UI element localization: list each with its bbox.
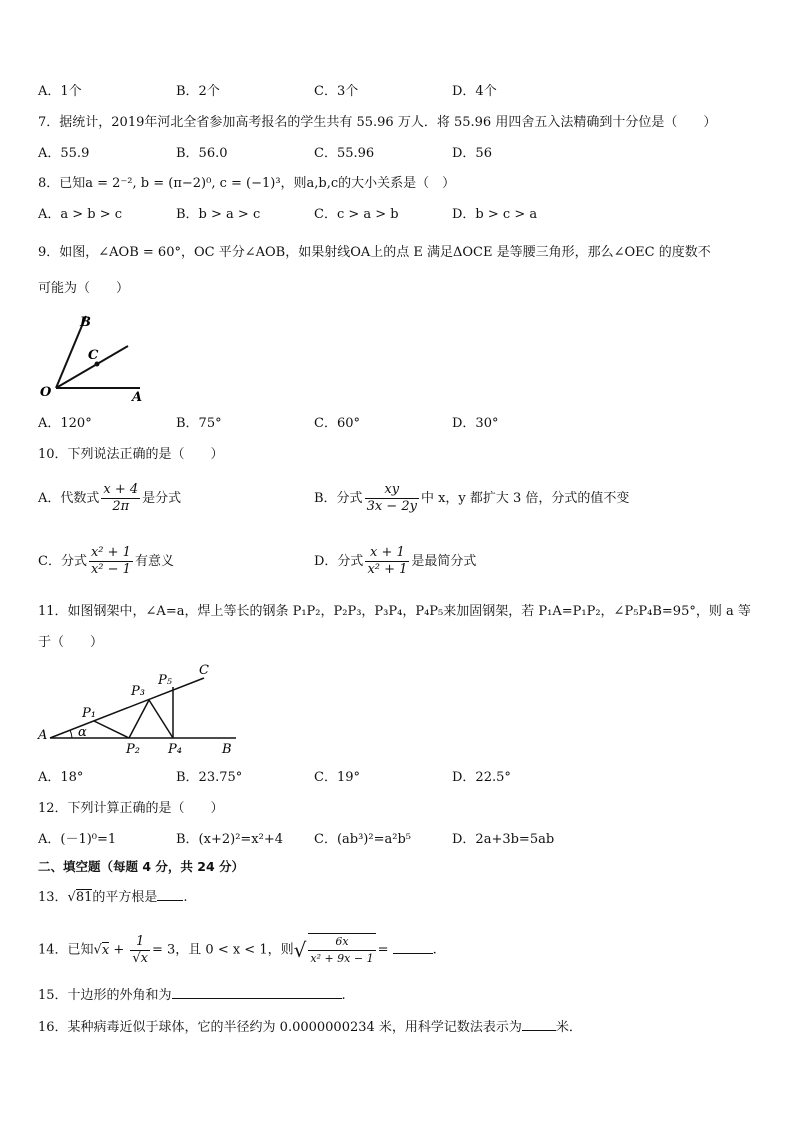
q8-option-b: B．b > a > c: [176, 207, 261, 222]
label-b: B: [222, 742, 232, 757]
q10-a-fraction: [101, 482, 140, 515]
q13-answer-blank[interactable]: [157, 900, 183, 901]
q6-option-c: C．3个: [314, 84, 359, 99]
q9-stem-line1: 9．如图，∠AOB = 60°，OC 平分∠AOB，如果射线OA上的点 E 满足ΔOCE 是等腰三角形，那么∠OEC 的度数不: [38, 245, 711, 260]
q10-c-post: 有意义: [134, 554, 174, 569]
q10-b-pre: B．分式: [314, 491, 363, 506]
q9-option-b: B．75°: [176, 416, 222, 431]
q13: 13．√81的平方根是 .: [38, 890, 188, 905]
q9-option-d: D．30°: [452, 416, 499, 431]
q11-stem-line1: 11．如图钢架中，∠A=a，焊上等长的钢条 P₁P₂，P₂P₃，P₃P₄，P₄P₅来加固钢架，若 P₁A=P₁P₂，∠P₅P₄B=95°，则 a 等: [38, 604, 751, 619]
q16-post: 米．: [555, 1020, 582, 1035]
sqrt-symbol: √: [67, 890, 76, 905]
label-o: O: [40, 385, 52, 400]
q16-answer-blank[interactable]: [522, 1030, 556, 1031]
q8-option-d: D．b > c > a: [452, 207, 538, 222]
q12-option-d: D．2a+3b=5ab: [452, 832, 555, 847]
q16: [38, 1019, 582, 1037]
line-ac: [50, 678, 204, 738]
q10-option-b: [314, 482, 629, 515]
q12-option-c: C．(ab³)²=a²b⁵: [314, 832, 411, 847]
q14-mid: = 3，且 0 < x < 1，则: [151, 942, 294, 958]
bar-p1p2: [94, 721, 129, 738]
q8-option-c: C．c > a > b: [314, 207, 399, 222]
q10-a-pre: A．代数式: [38, 491, 100, 506]
q14-radical-fraction: [308, 933, 375, 967]
q10-option-a: [38, 482, 181, 515]
q13-number: 13．: [38, 890, 68, 905]
q8-stem: 8．已知a = 2⁻², b = (π−2)⁰, c = (−1)³，则a,b,c的大小关系是（ ）: [38, 176, 456, 191]
q10-option-d: [314, 545, 476, 578]
q10-a-post: 是分式: [142, 491, 182, 506]
q11-option-b: B．23.75°: [176, 770, 243, 785]
q7-option-c: C．55.96: [314, 146, 375, 161]
label-a: A: [38, 728, 48, 743]
q10-a-numerator: x + 4: [103, 482, 139, 497]
q6-option-b: B．2个: [176, 84, 220, 99]
label-p1: P₁: [82, 706, 96, 721]
q10-c-fraction: [89, 545, 133, 578]
q15-text: 15．十边形的外角和为: [38, 988, 172, 1003]
q13-radicand: 81: [75, 890, 93, 905]
label-c: C: [199, 663, 209, 678]
bar-p3p4: [149, 700, 173, 738]
q14-pre: 14．已知: [38, 942, 94, 958]
label-p3: P₃: [131, 684, 145, 699]
q15-answer-blank[interactable]: [172, 998, 342, 999]
q10-d-fraction: [365, 545, 409, 578]
label-p5: P₅: [158, 673, 172, 688]
q11-option-c: C．19°: [314, 770, 360, 785]
q14-answer-blank[interactable]: [393, 953, 433, 954]
angle-alpha-arc: [70, 730, 72, 738]
q10-d-post: 是最简分式: [411, 554, 477, 569]
q10-b-post: 中 x，y 都扩大 3 倍，分式的值不变: [420, 491, 630, 506]
q10-c-numerator: x² + 1: [90, 545, 131, 560]
q14-eq: =: [377, 942, 389, 958]
q9-stem-line2: 可能为（ ）: [38, 281, 130, 296]
q7-option-d: D．56: [452, 146, 492, 161]
q14-fraction: [130, 934, 150, 967]
q14-fraction-num: 1: [130, 934, 150, 951]
q7-stem: 7．据统计，2019年河北全省参加高考报名的学生共有 55.96 万人．将 55.96 用四舍五入法精确到十分位是（ ）: [38, 115, 717, 130]
label-b: B: [80, 315, 91, 330]
q9-angle-figure: [36, 308, 156, 404]
q12-option-a: A．(－1)⁰=1: [38, 832, 117, 847]
q13-text: 的平方根是: [92, 890, 158, 905]
q11-steel-frame-figure: [36, 658, 246, 758]
q12-option-b: B．(x+2)²=x²+4: [176, 832, 284, 847]
q10-c-denominator: x² − 1: [90, 562, 131, 577]
q10-option-c: [38, 545, 174, 578]
q10-c-pre: C．分式: [38, 554, 87, 569]
q7-option-b: B．56.0: [176, 146, 228, 161]
q10-d-numerator: x + 1: [365, 545, 409, 562]
sqrt-symbol: √: [293, 938, 307, 962]
q10-b-fraction: [365, 482, 419, 515]
label-a: A: [132, 390, 143, 404]
q9-option-c: C．60°: [314, 416, 360, 431]
q14-rad-num: 6x: [308, 934, 375, 951]
q8-option-a: A．a > b > c: [38, 207, 123, 222]
q10-a-denominator: 2π: [112, 499, 130, 514]
q10-stem: 10．下列说法正确的是（ ）: [38, 447, 224, 462]
label-p2: P₂: [126, 742, 140, 757]
q6-option-a: A．1个: [38, 84, 82, 99]
section-heading: 二、填空题（每题 4 分，共 24 分）: [38, 859, 245, 874]
q15: 15．十边形的外角和为 .: [38, 988, 346, 1003]
q14-sqrt-x: √x: [93, 942, 110, 958]
q7-option-a: A．55.9: [38, 146, 90, 161]
q10-b-denominator: 3x − 2y: [366, 499, 417, 514]
q11-option-d: D．22.5°: [452, 770, 511, 785]
q14-fraction-den: √x: [132, 950, 148, 966]
q14: 14．已知√x + $\frac{1}{√x}$ = 3，且 0 < x < 1，则√ $\frac{6x}{\text{x² + 9x − 1}}$ = .: [38, 933, 437, 966]
q10-b-numerator: xy: [365, 482, 419, 499]
q12-stem: 12．下列计算正确的是（ ）: [38, 801, 224, 816]
q10-d-pre: D．分式: [314, 554, 364, 569]
q6-option-d: D．4个: [452, 84, 497, 99]
q10-d-denominator: x² + 1: [367, 562, 408, 577]
q11-stem-line2: 于（ ）: [38, 635, 104, 650]
q14-rad-den: x² + 9x − 1: [310, 952, 374, 965]
label-p4: P₄: [168, 742, 182, 757]
label-c: C: [88, 348, 99, 363]
q9-option-a: A．120°: [38, 416, 92, 431]
label-alpha: α: [78, 725, 87, 740]
q16-pre: 16．某种病毒近似于球体，它的半径约为 0.0000000234 米，用科学记数法表示为: [38, 1020, 522, 1035]
q11-option-a: A．18°: [38, 770, 84, 785]
